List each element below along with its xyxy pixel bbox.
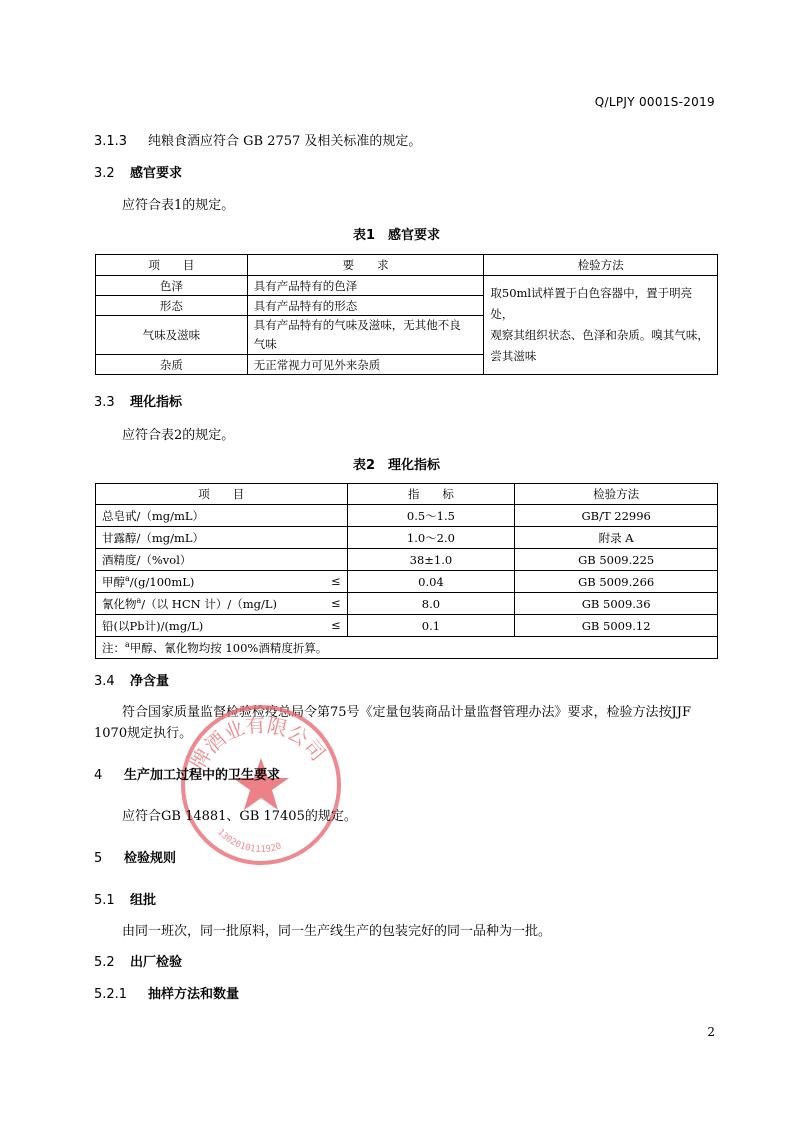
footnote-marker: a [136, 595, 142, 605]
table-header-cell: 检验方法 [515, 484, 718, 505]
table-header-row [96, 484, 718, 505]
requirement-line: 气味 [253, 337, 277, 351]
table-row [96, 549, 718, 571]
table-cell-method: GB 5009.12 [515, 615, 718, 637]
table-cell-value: 0.04 [347, 571, 515, 593]
heading-3-3 [94, 391, 182, 410]
clause-text: 纯粮食酒应符合 GB 2757 及相关标准的规定。 [148, 134, 422, 149]
heading-title: 组批 [130, 893, 157, 908]
table1-caption: 表1 感官要求 [352, 228, 441, 243]
heading-5-2 [94, 951, 182, 970]
table-header-cell: 检验方法 [484, 255, 718, 276]
paragraph-3-4-line: 1070规定执行。 [94, 726, 193, 741]
item-unit: /(g/100mL) [129, 574, 195, 589]
table-cell-value: 1.0～2.0 [347, 527, 515, 549]
item-name: 铅(以Pb计)/(mg/L) [102, 618, 204, 633]
heading-title: 感官要求 [130, 166, 183, 181]
paragraph-4: 应符合GB 14881、GB 17405的规定。 [122, 809, 357, 824]
heading-number: 3.3 [94, 395, 115, 410]
heading-title: 理化指标 [130, 395, 183, 410]
table-cell-method: 附录 A [515, 527, 718, 549]
table-cell-method: GB/T 22996 [515, 505, 718, 527]
table-cell-item: 形态 [96, 296, 248, 316]
table-header-cell: 项 目 [96, 255, 248, 276]
table-header-cell: 指 标 [347, 484, 515, 505]
seal-number: 1302010111920 [215, 827, 283, 856]
heading-title: 抽样方法和数量 [148, 987, 240, 1002]
heading-number: 5.2.1 [94, 987, 128, 1002]
table-cell-value: 0.1 [347, 615, 515, 637]
heading-title: 出厂检验 [130, 955, 183, 970]
table-cell-requirement: 无正常视力可见外来杂质 [247, 355, 484, 375]
paragraph-5-1: 由同一班次，同一批原料，同一生产线生产的包装完好的同一品种为一批。 [122, 924, 552, 939]
table-cell-item: 气味及滋味 [96, 316, 248, 355]
table-cell-item [96, 615, 348, 637]
item-name: 氰化物 [102, 596, 137, 611]
heading-number: 5 [94, 851, 103, 866]
paragraph-3-4-line: 符合国家质量监督检验检疫总局令第75号《定量包装商品计量监督管理办法》要求，检验方法按JJF [122, 705, 691, 720]
table-cell-item: 色泽 [96, 276, 248, 296]
clause-number: 3.1.3 [94, 134, 128, 149]
heading-title: 净含量 [130, 674, 170, 689]
heading-4 [94, 764, 280, 783]
seal-text: 牌酒业有限公司 [185, 712, 331, 775]
table-header-row [96, 255, 718, 276]
table-cell-requirement: 具有产品特有的形态 [247, 296, 484, 316]
table-row [96, 571, 718, 593]
heading-3-2 [94, 162, 182, 181]
footnote-marker: a [125, 639, 130, 649]
heading-number: 5.1 [94, 893, 115, 908]
table-row [96, 593, 718, 615]
table-cell-item [96, 571, 348, 593]
table-cell-method: GB 5009.266 [515, 571, 718, 593]
paragraph-3-3: 应符合表2的规定。 [122, 428, 235, 443]
table-cell-requirement: 具有产品特有的色泽 [247, 276, 484, 296]
table-cell-requirement [247, 316, 484, 355]
table-row [96, 527, 718, 549]
table-row [96, 276, 718, 296]
method-line: 取50ml试样置于白色容器中，置于明亮处， [490, 286, 693, 321]
heading-5-2-1 [94, 983, 239, 1002]
table-header-cell: 要 求 [247, 255, 484, 276]
le-symbol: ≤ [330, 573, 341, 588]
heading-number: 5.2 [94, 955, 115, 970]
table-row [96, 615, 718, 637]
sensory-table [95, 254, 718, 375]
footnote-marker: a [125, 573, 130, 583]
table-cell-item: 杂质 [96, 355, 248, 375]
note-prefix: 注： [102, 640, 125, 655]
heading-title: 生产加工过程中的卫生要求 [124, 768, 281, 783]
table-cell-item: 总皂甙/（mg/mL） [96, 505, 348, 527]
heading-5 [94, 847, 176, 866]
physicochemical-table [95, 483, 718, 659]
page-number: 2 [707, 1025, 715, 1039]
paragraph-3-2: 应符合表1的规定。 [122, 198, 235, 213]
le-symbol: ≤ [330, 595, 341, 610]
heading-number: 4 [94, 768, 103, 783]
note-text: 甲醇、氰化物均按 100%酒精度折算。 [129, 640, 328, 655]
clause-3-1-3 [94, 130, 421, 149]
heading-3-4 [94, 670, 169, 689]
table-note-row [96, 637, 718, 659]
method-line: 尝其滋味 [490, 349, 537, 363]
table-note [96, 637, 718, 659]
table-cell-value: 38±1.0 [347, 549, 515, 571]
table-cell-method [484, 276, 718, 375]
heading-5-1 [94, 889, 156, 908]
table-cell-method: GB 5009.225 [515, 549, 718, 571]
table2-caption: 表2 理化指标 [352, 458, 441, 473]
table-cell-item: 酒精度/（%vol） [96, 549, 348, 571]
item-unit: /（以 HCN 计）/（mg/L) [141, 596, 277, 611]
table-cell-item [96, 593, 348, 615]
table-cell-method: GB 5009.36 [515, 593, 718, 615]
table-row [96, 505, 718, 527]
table-cell-value: 0.5～1.5 [347, 505, 515, 527]
le-symbol: ≤ [330, 617, 341, 632]
company-seal [176, 700, 346, 870]
table-cell-value: 8.0 [347, 593, 515, 615]
heading-number: 3.4 [94, 674, 115, 689]
heading-number: 3.2 [94, 166, 115, 181]
heading-title: 检验规则 [124, 851, 177, 866]
requirement-line: 具有产品特有的气味及滋味，无其他不良 [253, 318, 461, 332]
item-name: 甲醇 [102, 574, 125, 589]
method-line: 观察其组织状态、色泽和杂质。嗅其气味， [490, 328, 709, 342]
table-cell-item: 甘露醇/（mg/mL） [96, 527, 348, 549]
table-header-cell: 项 目 [96, 484, 348, 505]
standard-code: Q/LPJY 0001S-2019 [594, 95, 715, 109]
